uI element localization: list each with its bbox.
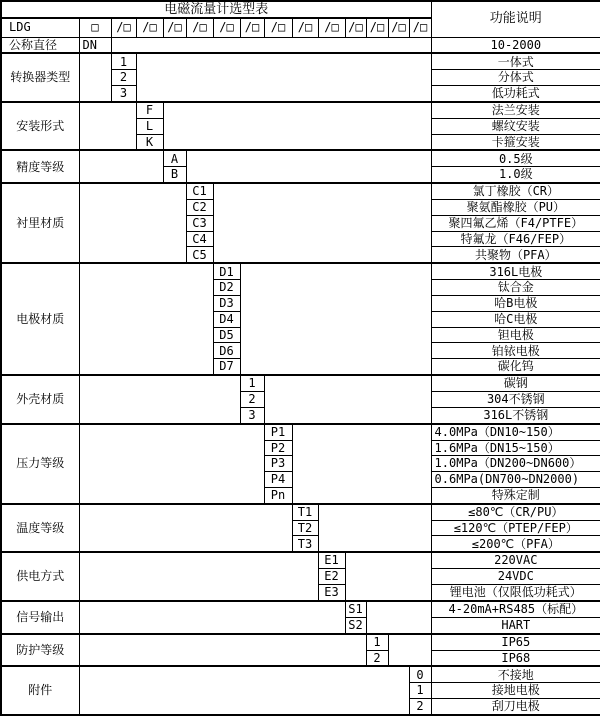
spacer-cell	[345, 552, 431, 601]
spacer-cell	[163, 102, 431, 151]
group-label-converter-type: 转换器类型	[1, 53, 79, 102]
group-label-electrode: 电极材质	[1, 263, 79, 375]
code-cell: B	[163, 167, 186, 183]
desc-cell: 1.6MPa（DN15~150）	[431, 440, 600, 456]
group-label-temperature: 温度等级	[1, 504, 79, 553]
code-cell: T2	[292, 520, 318, 536]
spacer-cell	[292, 424, 431, 504]
code-cell: 3	[111, 86, 136, 102]
model-slash-box: /□	[240, 18, 264, 37]
desc-cell: 1.0MPa（DN200~DN600）	[431, 456, 600, 472]
desc-cell: IP65	[431, 634, 600, 650]
model-slash-box: /□	[163, 18, 186, 37]
model-slash-box: /□	[366, 18, 388, 37]
code-cell: 2	[409, 699, 431, 715]
desc-cell: 0.6MPa(DN700~DN2000)	[431, 472, 600, 488]
spacer-cell	[240, 263, 431, 375]
desc-cell: 1.0级	[431, 167, 600, 183]
desc-cell: 哈B电极	[431, 296, 600, 312]
desc-cell: 分体式	[431, 70, 600, 86]
desc-cell: 220VAC	[431, 552, 600, 568]
code-cell: 1	[366, 634, 388, 650]
code-cell: E1	[318, 552, 345, 568]
group-label-accuracy: 精度等级	[1, 150, 79, 183]
spacer-cell	[79, 424, 264, 504]
code-cell: E3	[318, 585, 345, 601]
desc-cell: 24VDC	[431, 569, 600, 585]
code-cell: L	[136, 118, 163, 134]
code-cell: T1	[292, 504, 318, 520]
desc-cell: 哈C电极	[431, 311, 600, 327]
desc-cell: 0.5级	[431, 150, 600, 166]
code-cell: K	[136, 134, 163, 150]
group-label-installation: 安装形式	[1, 102, 79, 151]
model-slash-box: /□	[409, 18, 431, 37]
desc-cell: HART	[431, 617, 600, 633]
code-cell: 1	[409, 683, 431, 699]
spacer-cell	[186, 150, 431, 183]
desc-cell: 特氟龙（F46/FEP）	[431, 231, 600, 247]
desc-cell: 钛合金	[431, 280, 600, 296]
group-label-accessories: 附件	[1, 666, 79, 715]
desc-cell: 碳化钨	[431, 359, 600, 375]
desc-cell: 低功耗式	[431, 86, 600, 102]
code-cell: C5	[186, 247, 213, 263]
desc-cell: 碳钢	[431, 375, 600, 391]
diameter-value: 10-2000	[431, 37, 600, 53]
code-cell: P3	[264, 456, 292, 472]
code-cell: D1	[213, 263, 240, 279]
code-cell: D2	[213, 280, 240, 296]
desc-cell: IP68	[431, 650, 600, 666]
desc-cell: 接地电极	[431, 683, 600, 699]
code-cell: 1	[111, 53, 136, 69]
model-slash-box: /□	[318, 18, 345, 37]
spacer-cell	[366, 601, 431, 634]
spacer-cell	[136, 53, 431, 102]
spacer-cell	[79, 183, 186, 263]
desc-cell: 316L不锈钢	[431, 407, 600, 423]
desc-cell: 不接地	[431, 666, 600, 682]
code-cell: S2	[345, 617, 366, 633]
model-slash-box: /□	[186, 18, 213, 37]
desc-cell: 法兰安装	[431, 102, 600, 118]
desc-cell: ≤80℃（CR/PU）	[431, 504, 600, 520]
code-cell: P1	[264, 424, 292, 440]
code-cell: 3	[240, 407, 264, 423]
spacer-cell	[79, 102, 136, 151]
code-cell: D5	[213, 327, 240, 343]
desc-cell: 特殊定制	[431, 487, 600, 503]
spacer-cell	[213, 183, 431, 263]
desc-cell: ≤200℃（PFA）	[431, 536, 600, 552]
code-cell: F	[136, 102, 163, 118]
desc-cell: 聚氨酯橡胶（PU）	[431, 200, 600, 216]
code-cell: E2	[318, 569, 345, 585]
code-cell: T3	[292, 536, 318, 552]
spacer-cell	[264, 375, 431, 424]
code-cell: C4	[186, 231, 213, 247]
model-slash-box: /□	[213, 18, 240, 37]
code-cell: A	[163, 150, 186, 166]
desc-cell: 卡箍安装	[431, 134, 600, 150]
spacer-cell	[79, 552, 318, 601]
model-slash-box: /□	[136, 18, 163, 37]
desc-cell: 锂电池（仅限低功耗式）	[431, 585, 600, 601]
code-cell: P2	[264, 440, 292, 456]
spacer-cell	[79, 263, 213, 375]
code-cell: 1	[240, 375, 264, 391]
group-label-protection: 防护等级	[1, 634, 79, 667]
group-label-housing: 外壳材质	[1, 375, 79, 424]
model-prefix: LDG	[1, 18, 79, 37]
desc-cell: 316L电极	[431, 263, 600, 279]
diameter-code: DN	[79, 37, 111, 53]
desc-cell: 一体式	[431, 53, 600, 69]
code-cell: Pn	[264, 487, 292, 503]
code-cell: 0	[409, 666, 431, 682]
desc-cell: 4.0MPa（DN10~150）	[431, 424, 600, 440]
code-cell: D7	[213, 359, 240, 375]
spacer-cell	[79, 504, 292, 553]
code-cell: C1	[186, 183, 213, 199]
table-title: 电磁流量计选型表	[1, 1, 431, 18]
spacer-cell	[318, 504, 431, 553]
desc-cell: 氯丁橡胶（CR）	[431, 183, 600, 199]
code-cell: D6	[213, 343, 240, 359]
code-cell: C3	[186, 215, 213, 231]
row-label-diameter: 公称直径	[1, 37, 79, 53]
code-cell: 2	[240, 391, 264, 407]
spacer-cell	[111, 37, 431, 53]
spacer-cell	[79, 375, 240, 424]
model-slash-box: /□	[345, 18, 366, 37]
code-cell: 2	[366, 650, 388, 666]
desc-cell: 钽电极	[431, 327, 600, 343]
desc-cell: ≤120℃（PTEP/FEP）	[431, 520, 600, 536]
group-label-pressure: 压力等级	[1, 424, 79, 504]
function-column-header: 功能说明	[431, 1, 600, 37]
code-cell: D4	[213, 311, 240, 327]
code-cell: 2	[111, 70, 136, 86]
model-slash-box: /□	[388, 18, 409, 37]
group-label-lining: 衬里材质	[1, 183, 79, 263]
group-label-power-supply: 供电方式	[1, 552, 79, 601]
desc-cell: 304不锈钢	[431, 391, 600, 407]
spacer-cell	[79, 666, 409, 715]
spacer-cell	[79, 53, 111, 102]
code-cell: P4	[264, 472, 292, 488]
model-box: □	[79, 18, 111, 37]
code-cell: C2	[186, 200, 213, 216]
desc-cell: 铂铱电极	[431, 343, 600, 359]
desc-cell: 螺纹安装	[431, 118, 600, 134]
spacer-cell	[79, 634, 366, 667]
desc-cell: 聚四氟乙烯（F4/PTFE）	[431, 215, 600, 231]
desc-cell: 4-20mA+RS485（标配）	[431, 601, 600, 617]
spacer-cell	[79, 150, 163, 183]
desc-cell: 共聚物（PFA）	[431, 247, 600, 263]
spacer-cell	[79, 601, 345, 634]
code-cell: D3	[213, 296, 240, 312]
group-label-signal-output: 信号输出	[1, 601, 79, 634]
desc-cell: 刮刀电极	[431, 699, 600, 715]
model-slash-box: /□	[264, 18, 292, 37]
code-cell: S1	[345, 601, 366, 617]
model-slash-box: /□	[292, 18, 318, 37]
model-slash-box: /□	[111, 18, 136, 37]
spacer-cell	[388, 634, 431, 667]
